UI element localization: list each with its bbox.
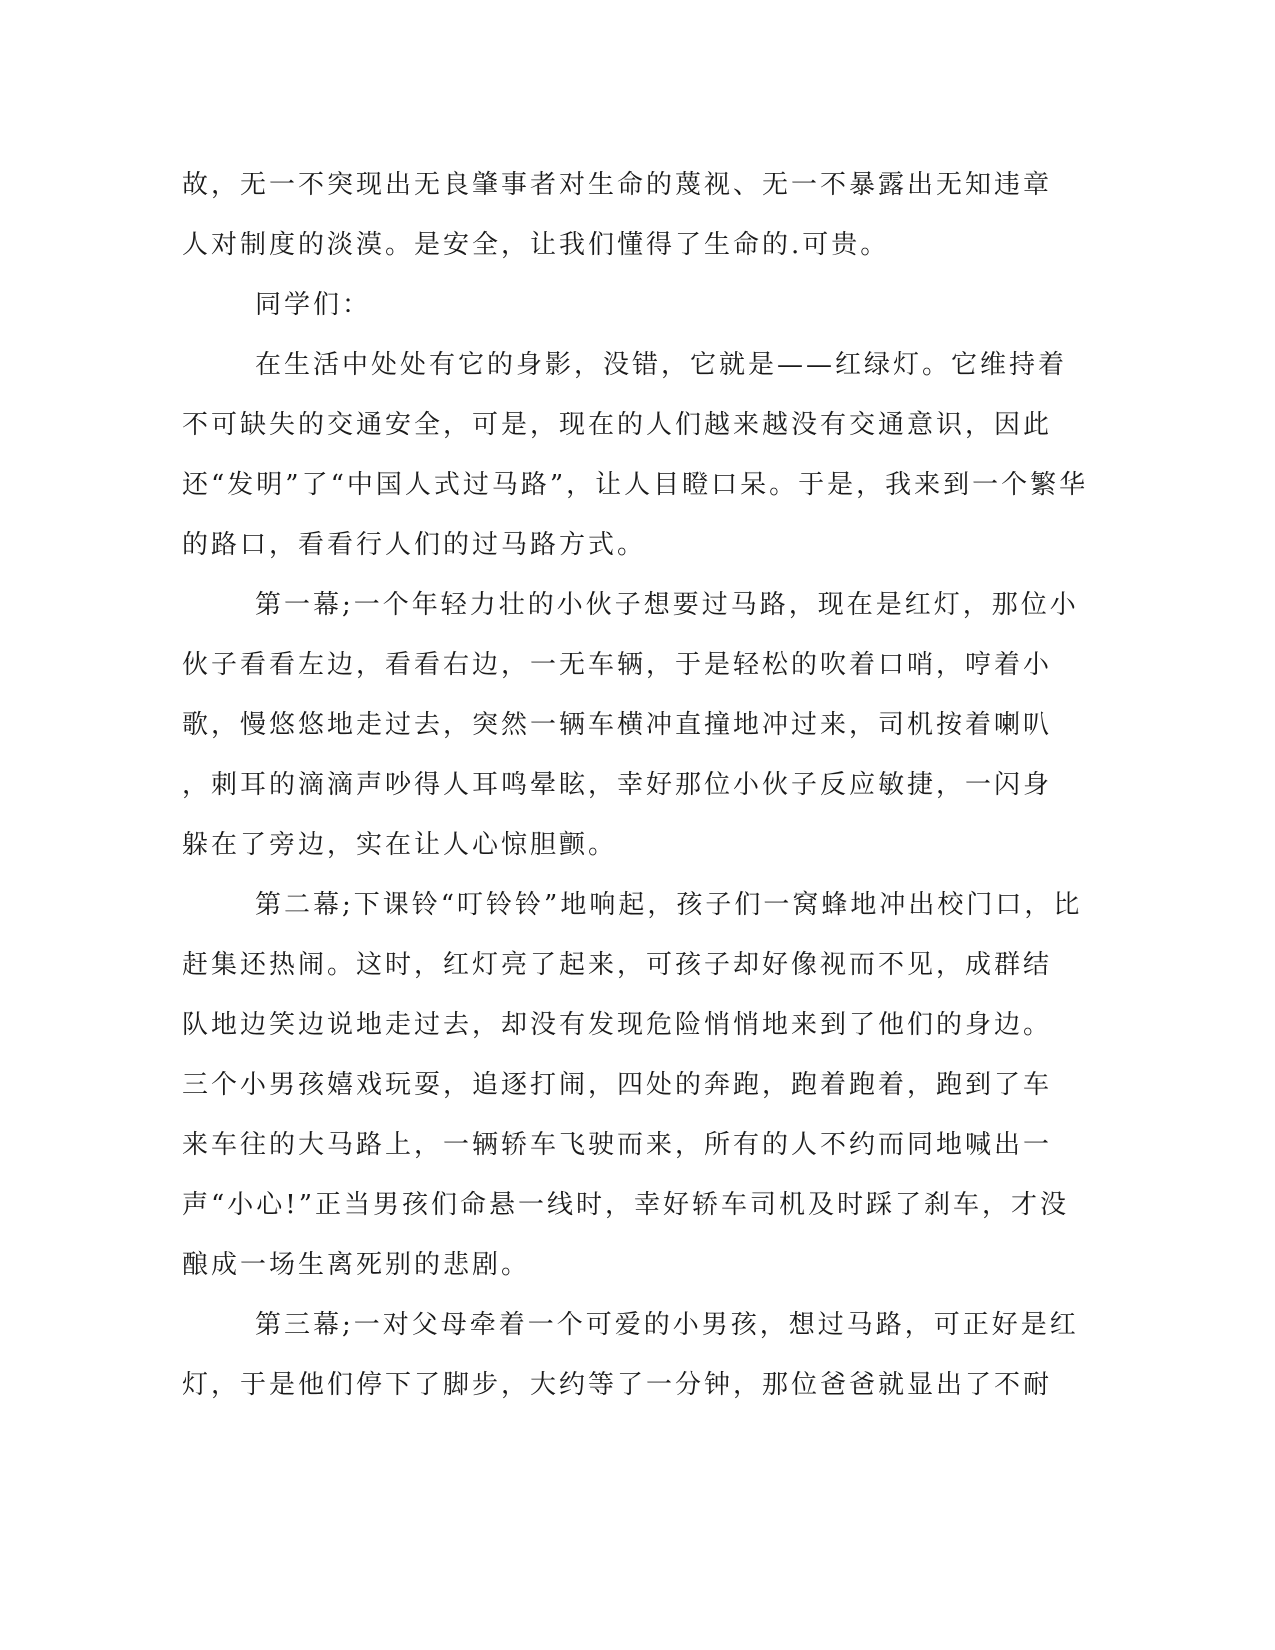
- document-body: [182, 155, 1089, 1415]
- text-line: 人对制度的淡漠。是安全，让我们懂得了生命的.可贵。: [182, 230, 890, 260]
- text-line: 灯，于是他们停下了脚步，大约等了一分钟，那位爸爸就显出了不耐: [182, 1370, 1053, 1400]
- salutation-line: 同学们：: [255, 290, 372, 320]
- text-line: 三个小男孩嬉戏玩耍，追逐打闹，四处的奔跑，跑着跑着，跑到了车: [182, 1070, 1053, 1100]
- text-line: 赶集还热闹。这时，红灯亮了起来，可孩子却好像视而不见，成群结: [182, 950, 1053, 980]
- text-line: 还“发明”了“中国人式过马路”，让人目瞪口呆。于是，我来到一个繁华: [182, 470, 1089, 500]
- text-line: 歌，慢悠悠地走过去，突然一辆车横冲直撞地冲过来，司机按着喇叭: [182, 710, 1053, 740]
- paragraph-start-line: 第一幕;一个年轻力壮的小伙子想要过马路，现在是红灯，那位小: [255, 590, 1079, 620]
- text-line: 队地边笑边说地走过去，却没有发现危险悄悄地来到了他们的身边。: [182, 1010, 1053, 1040]
- text-line: 伙子看看左边，看看右边，一无车辆，于是轻松的吹着口哨，哼着小: [182, 650, 1053, 680]
- text-line: 酿成一场生离死别的悲剧。: [182, 1250, 531, 1280]
- text-line: 躲在了旁边，实在让人心惊胆颤。: [182, 830, 618, 860]
- text-line: 不可缺失的交通安全，可是，现在的人们越来越没有交通意识，因此: [182, 410, 1053, 440]
- text-line: ，刺耳的滴滴声吵得人耳鸣晕眩，幸好那位小伙子反应敏捷，一闪身: [182, 770, 1053, 800]
- text-line: 故，无一不突现出无良肇事者对生命的蔑视、无一不暴露出无知违章: [182, 170, 1053, 200]
- paragraph-start-line: 在生活中处处有它的身影，没错，它就是——红绿灯。它维持着: [255, 350, 1068, 380]
- text-line: 声“小心!”正当男孩们命悬一线时，幸好轿车司机及时踩了刹车，才没: [182, 1190, 1070, 1220]
- paragraph-start-line: 第三幕;一对父母牵着一个可爱的小男孩，想过马路，可正好是红: [255, 1310, 1079, 1340]
- text-line: 来车往的大马路上，一辆轿车飞驶而来，所有的人不约而同地喊出一: [182, 1130, 1053, 1160]
- text-line: 的路口，看看行人们的过马路方式。: [182, 530, 647, 560]
- paragraph-start-line: 第二幕;下课铃“叮铃铃”地响起，孩子们一窝蜂地冲出校门口，比: [255, 890, 1083, 920]
